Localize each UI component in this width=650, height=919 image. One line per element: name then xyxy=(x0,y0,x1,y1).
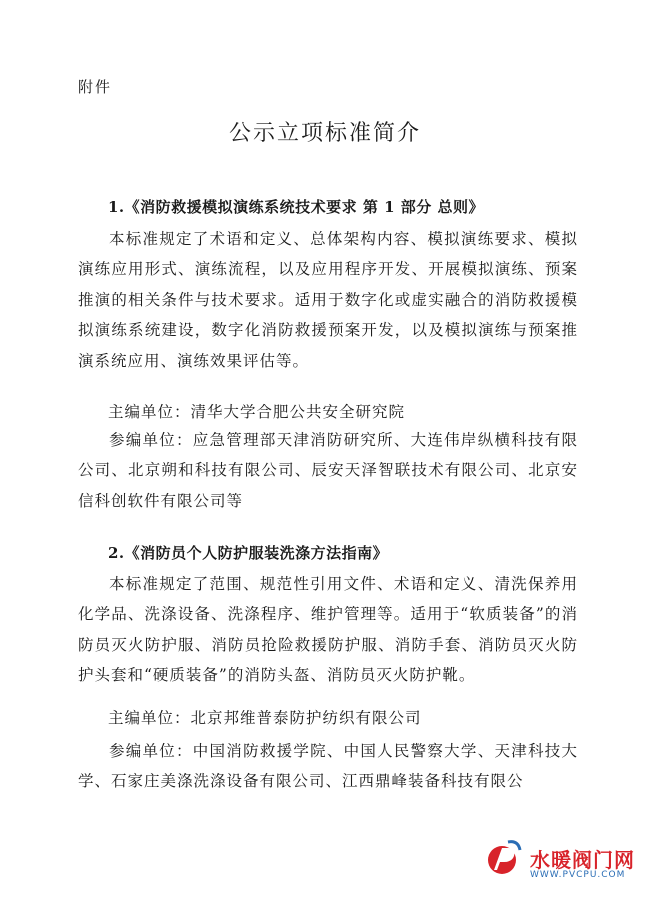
section-2-host-unit: 主编单位：北京邦维普泰防护纺织有限公司 xyxy=(108,709,422,727)
attachment-label: 附件 xyxy=(78,78,113,96)
section-2-heading: 2.《消防员个人防护服装洗涤方法指南》 xyxy=(108,544,389,562)
section-1-participating-units: 参编单位：应急管理部天津消防研究所、大连伟岸纵横科技有限公司、北京朔和科技有限公司、辰安天泽智联技术有限公司、北京安信科创软件有限公司等 xyxy=(78,431,578,510)
site-watermark xyxy=(484,838,644,918)
site-name: 水暖阀门网 xyxy=(530,848,635,872)
site-logo-icon xyxy=(484,838,524,878)
section-2-participating-units: 参编单位：中国消防救援学院、中国人民警察大学、天津科技大学、石家庄美涤洗涤设备有限公司、江西鼎峰装备科技有限公 xyxy=(78,742,578,791)
section-1-body: 本标准规定了术语和定义、总体架构内容、模拟演练要求、模拟演练应用形式、演练流程，以及应用程序开发、开展模拟演练、预案推演的相关条件与技术要求。适用于数字化或虚实融合的消防救援模拟演练系统建设，数字化消防救援预案开发，以及模拟演练与预案推演系统应用、演练效果评估等。 xyxy=(78,230,578,370)
section-1-heading: 1.《消防救援模拟演练系统技术要求 第 1 部分 总则》 xyxy=(108,198,484,216)
section-1-host-unit: 主编单位：清华大学合肥公共安全研究院 xyxy=(108,403,406,421)
site-url: WWW.PVCPU.COM xyxy=(530,870,626,880)
section-2-body: 本标准规定了范围、规范性引用文件、术语和定义、清洗保养用化学品、洗涤设备、洗涤程序、维护管理等。适用于“软质装备”的消防员灭火防护服、消防员抢险救援防护服、消防手套、消防员灭火防护头套和“硬质装备”的消防头盔、消防员灭火防护靴。 xyxy=(78,575,578,685)
page-title: 公示立项标准简介 xyxy=(228,121,421,146)
